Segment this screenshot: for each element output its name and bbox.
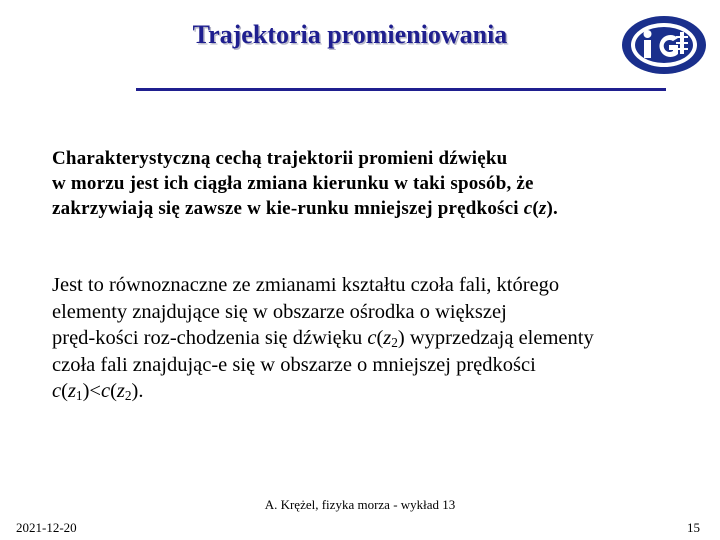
symbol-c: c [100, 380, 111, 402]
footer-author: A. Krężel, fizyka morza - wykład 13 [264, 497, 456, 512]
paragraph-2-line: pręd-kości roz-chodzenia się dźwięku $c(z_2)$ wyprzedzają elementy [52, 327, 594, 350]
paragraph-1-end: ). [546, 198, 558, 219]
symbol-z: z [538, 198, 547, 219]
institute-logo-icon [620, 14, 708, 76]
subscript: 2 [124, 388, 132, 403]
paragraph-1 [52, 146, 692, 221]
symbol-z: z [383, 327, 392, 349]
paragraph-1-line: w morzu jest ich ciągła zmiana kierunku w taki sposób, że [52, 173, 534, 194]
symbol-z: z [67, 380, 76, 402]
symbol-c: c [367, 327, 377, 349]
page-number: 15 [687, 520, 700, 535]
paragraph-2 [52, 272, 712, 405]
title-divider [136, 88, 666, 91]
comparison: )< [82, 380, 101, 402]
paragraph-2-line: elementy znajdujące się w obszarze ośrodka o większej [52, 300, 507, 323]
paragraph-2-line: $c(z_1)<c(z_2)$. [52, 380, 144, 403]
subscript: 2 [391, 335, 398, 350]
paragraph-2-line: Jest to równoznaczne ze zmianami kształtu czoła fali, którego [52, 274, 560, 296]
paragraph-1-line: Charakterystyczną cechą trajektorii promieni dźwięku [52, 148, 508, 169]
paragraph-2-line: czoła fali znajdując-e się w obszarze o mniejszej prędkości [52, 353, 536, 376]
symbol-c: c [523, 198, 533, 219]
paragraph-2-text: pręd-kości roz-chodzenia się dźwięku [52, 327, 368, 349]
slide-title: Trajektoria promieniowania [192, 20, 508, 49]
paragraph-1-text: zakrzywiają się zawsze w kie-runku mniejszej prędkości [52, 198, 524, 219]
footer-date: 2021-12-20 [16, 520, 77, 535]
paragraph-2-end: ). [131, 380, 144, 402]
paragraph-2-text: ) wyprzedzają elementy [397, 327, 594, 349]
symbol-z: z [116, 380, 125, 402]
subscript: 1 [75, 388, 83, 403]
paragraph-1-line: zakrzywiają się zawsze w kie-runku mniejszej prędkości c(z). [52, 198, 558, 219]
symbol-c: c [52, 380, 62, 402]
